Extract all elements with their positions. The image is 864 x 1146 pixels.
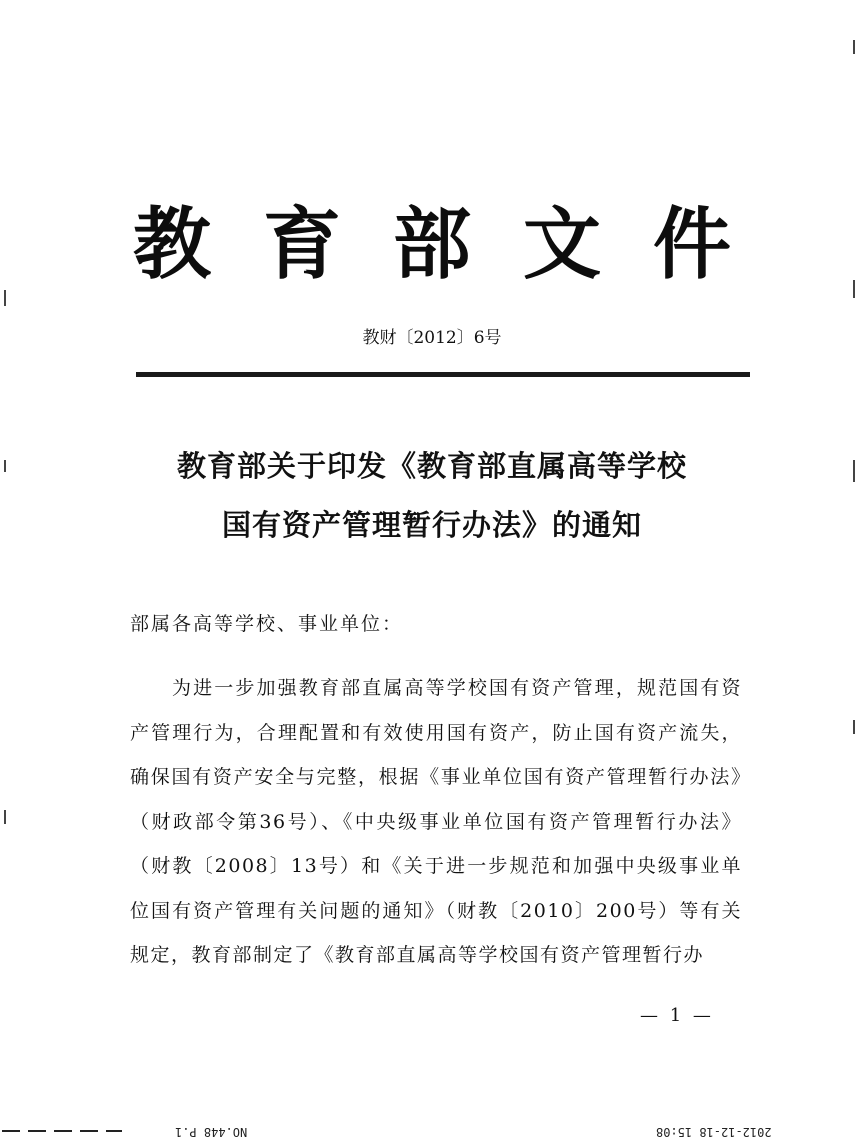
scan-edge-mark bbox=[4, 810, 6, 824]
fax-timestamp: 2012-12-18 15:08 bbox=[656, 1125, 772, 1139]
scan-edge-mark bbox=[4, 460, 6, 472]
scan-edge-mark bbox=[853, 720, 855, 734]
salutation: 部属各高等学校、事业单位： bbox=[130, 613, 404, 635]
page-number: — 1 — bbox=[640, 1005, 714, 1026]
fax-scan-artifact bbox=[2, 1130, 122, 1132]
scan-edge-mark bbox=[853, 460, 855, 482]
notice-title-line-2: 国有资产管理暂行办法》的通知 bbox=[221, 508, 642, 542]
scan-edge-mark bbox=[853, 40, 855, 54]
scan-edge-mark bbox=[4, 290, 6, 306]
body-paragraph: 为进一步加强教育部直属高等学校国有资产管理，规范国有资产管理行为，合理配置和有效使用国有资产，防止国有资产流失，确保国有资产安全与完整，根据《事业单位国有资产管理暂行办法》（财政部令第36号）、《中央级事业单位国有资产管理暂行办法》（财教〔2008〕13号）和《关于进一步规范和加强中央级事业单位国有资产管理有关问题的通知》（财教〔2010〕200号）等有关规定，教育部制定了《教育部直属高等学校国有资产管理暂行办 bbox=[130, 677, 742, 966]
document-number: 教财〔2012〕6号 bbox=[362, 328, 502, 348]
notice-title-line-1: 教育部关于印发《教育部直属高等学校 bbox=[176, 449, 687, 483]
header-divider bbox=[136, 372, 750, 377]
document-header-title: 教育部文件 bbox=[132, 199, 783, 290]
scan-edge-mark bbox=[853, 280, 855, 298]
fax-page-info: NO.448 P.1 bbox=[175, 1125, 248, 1139]
